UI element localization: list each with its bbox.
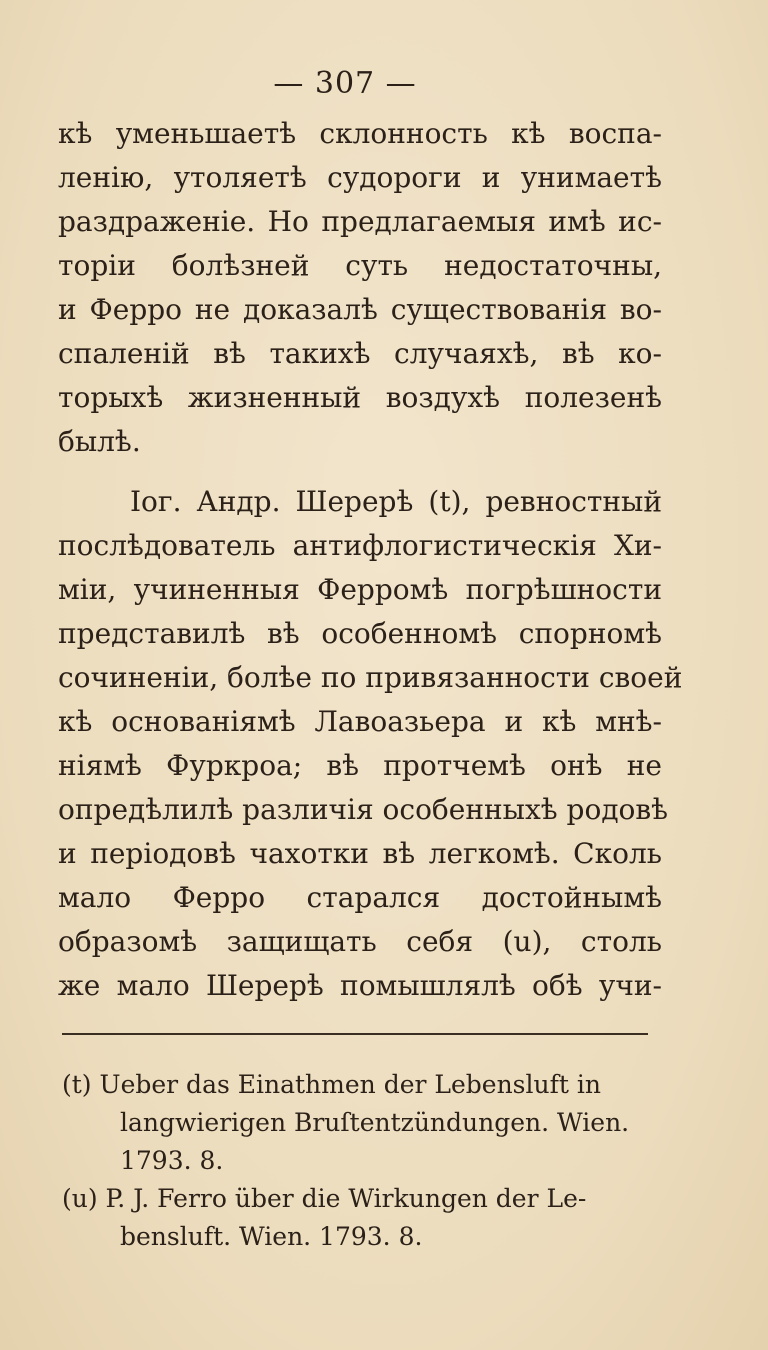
- paragraph-gap: [58, 464, 662, 480]
- footnote-u-line: (u) P. J. Ferro über die Wirkungen der Le-: [62, 1184, 587, 1213]
- text-line: образомѣ защищать себя (u), столь: [58, 925, 662, 958]
- text-line: ніямѣ Фуркроа; вѣ протчемѣ онѣ не: [58, 749, 662, 782]
- text-line: опредѣлилѣ различія особенныхѣ родовѣ: [58, 793, 669, 826]
- footnote-t-line: langwierigen Bruſtentzündungen. Wien.: [120, 1108, 630, 1137]
- text-line: спаленій вѣ такихѣ случаяхѣ, вѣ ко-: [58, 337, 662, 370]
- text-line: мало Ферро старался достойнымѣ: [58, 881, 662, 914]
- text-line: и Ферро не доказалѣ существованія во-: [58, 293, 662, 326]
- text-line: Іог. Андр. Шерерѣ (t), ревностный: [130, 485, 662, 518]
- text-line: ленію, утоляетѣ судороги и унимаетѣ: [58, 161, 662, 194]
- text-line: и періодовѣ чахотки вѣ легкомѣ. Сколь: [58, 837, 662, 870]
- footnote-t-line: (t) Ueber das Einathmen der Lebensluft in: [62, 1070, 601, 1099]
- text-line: же мало Шерерѣ помышлялѣ обѣ учи-: [58, 969, 662, 1002]
- page-number: — 307 —: [273, 66, 417, 101]
- footnote-separator: [62, 1033, 648, 1035]
- footnote-u-line: bensluft. Wien. 1793. 8.: [120, 1222, 423, 1251]
- text-line: раздраженіе. Но предлагаемыя имѣ ис-: [58, 205, 662, 238]
- text-line: міи, учиненныя Ферромѣ погрѣшности: [58, 573, 662, 606]
- text-line: кѣ уменьшаетѣ склонность кѣ воспа-: [58, 117, 662, 150]
- text-line: сочиненіи, болѣе по привязанности своей: [58, 661, 683, 694]
- text-line: представилѣ вѣ особенномѣ спорномѣ: [58, 617, 662, 650]
- body-text: [58, 112, 683, 1008]
- text-line: кѣ основаніямѣ Лавоазьера и кѣ мнѣ-: [58, 705, 662, 738]
- text-line: послѣдователь антифлогистическія Хи-: [58, 529, 662, 562]
- text-line: торіи болѣзней суть недостаточны,: [58, 249, 662, 282]
- footnote-t-line: 1793. 8.: [120, 1146, 224, 1175]
- text-line: торыхѣ жизненный воздухѣ полезенѣ: [58, 381, 662, 414]
- footnotes: [62, 1066, 662, 1256]
- text-line: былѣ.: [58, 425, 141, 458]
